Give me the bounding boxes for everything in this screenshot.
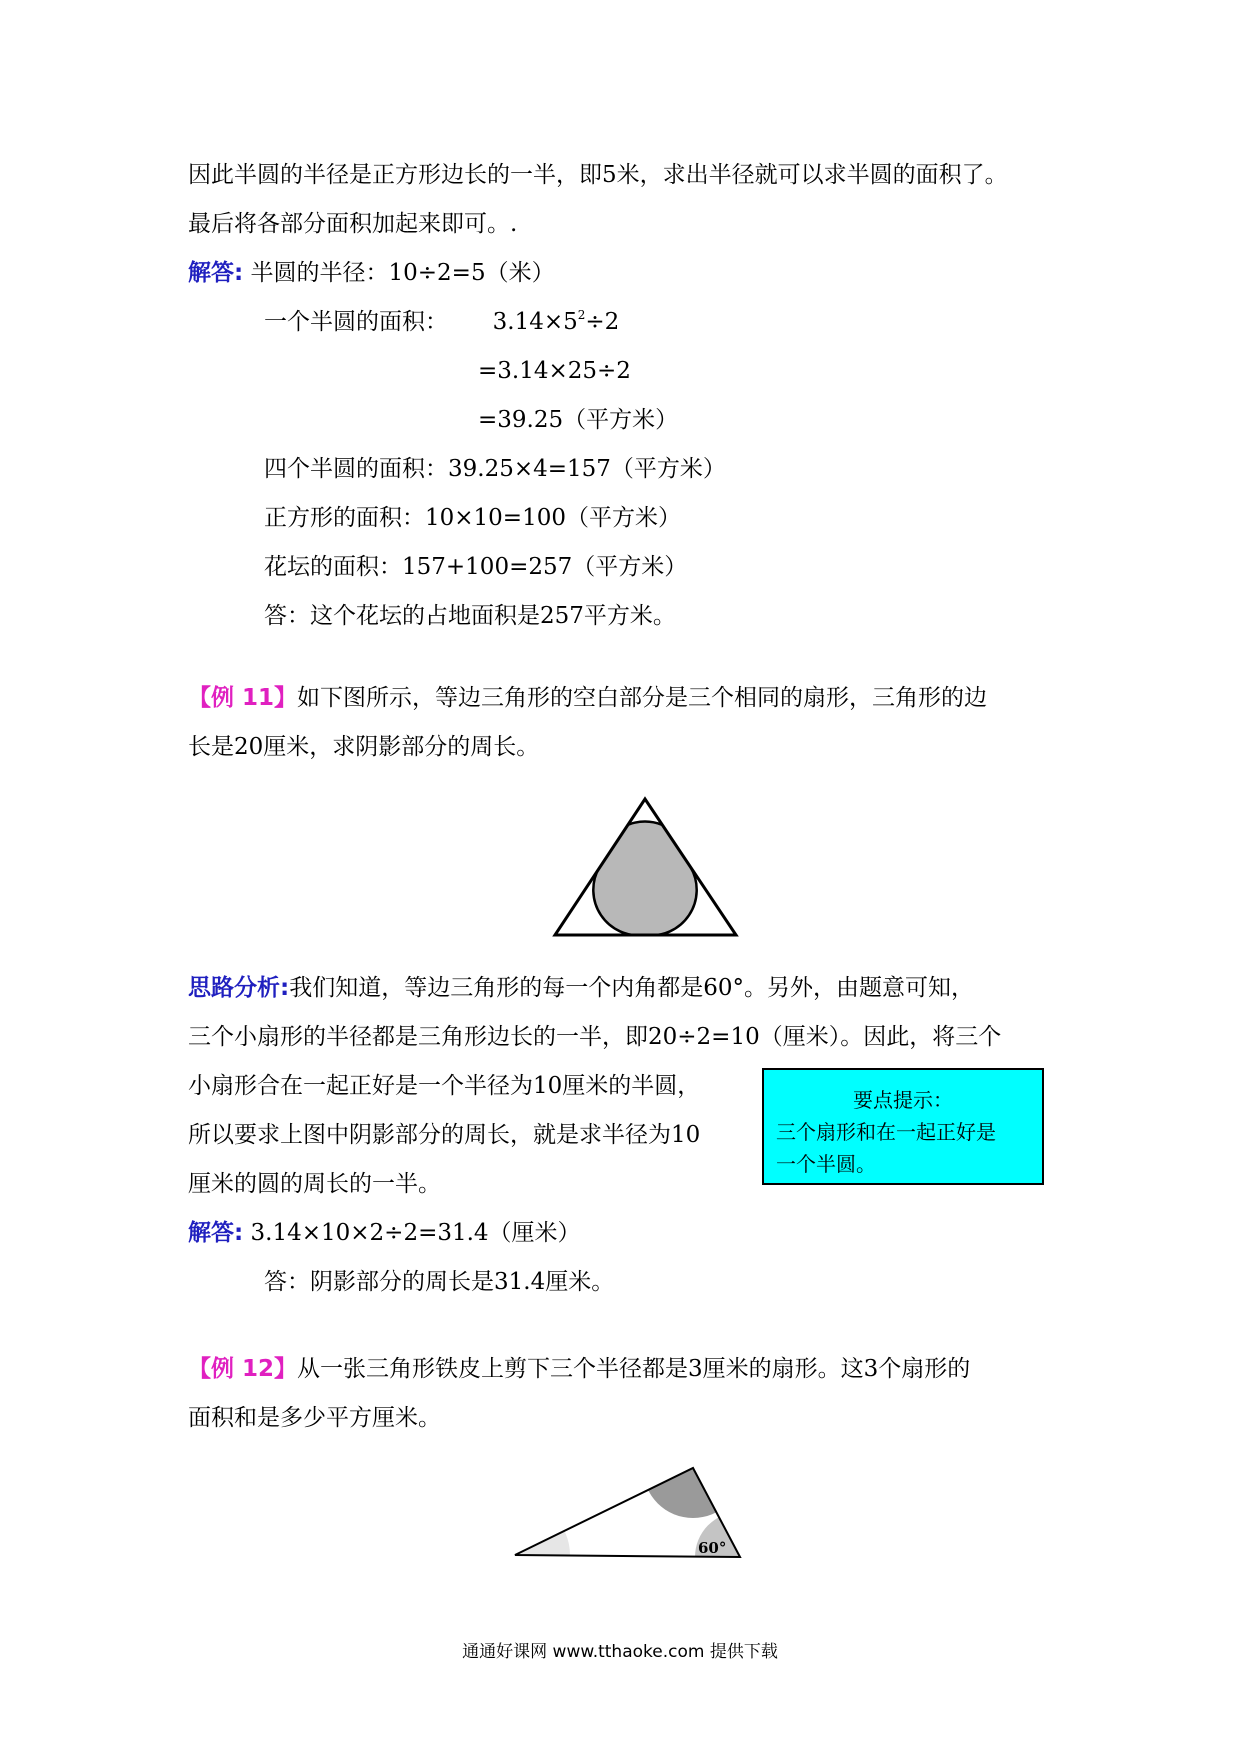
solution-2-label: 解答:	[188, 1220, 244, 1246]
solution-1-line-7: 花坛的面积：157+100=257（平方米）	[264, 554, 688, 580]
analysis-line-2: 三个小扇形的半径都是三角形边长的一半，即20÷2=10（厘米）。因此，将三个	[188, 1024, 1002, 1050]
analysis-line-1	[188, 973, 974, 1003]
key-tip-box	[762, 1068, 1044, 1185]
example-11-question: 如下图所示，等边三角形的空白部分是三个相同的扇形，三角形的边	[297, 685, 988, 711]
solution-1-line-1	[188, 258, 555, 288]
tip-line-2: 一个半圆。	[776, 1152, 876, 1176]
footer: 通通好课网 www.tthaoke.com 提供下载	[462, 1642, 778, 1662]
solution-label: 解答:	[188, 260, 244, 286]
solution-1-line-4: =39.25（平方米）	[478, 407, 679, 433]
analysis-text-1: 我们知道，等边三角形的每一个内角都是60°。另外，由题意可知，	[289, 975, 974, 1001]
example-12-label: 【例 12】	[188, 1356, 298, 1382]
example-11-line-1	[188, 683, 987, 713]
exponent: 2	[577, 308, 586, 322]
analysis-line-3: 小扇形合在一起正好是一个半径为10厘米的半圆，	[188, 1073, 701, 1099]
example-11-line-2: 长是20厘米，求阴影部分的周长。	[188, 734, 540, 760]
analysis-label: 思路分析:	[188, 975, 290, 1001]
sector-left	[505, 1500, 570, 1575]
tip-title: 要点提示：	[853, 1088, 953, 1112]
solution-text: 半圆的半径：10÷2=5（米）	[250, 260, 555, 286]
solution-1-line-6: 正方形的面积：10×10=100（平方米）	[264, 505, 681, 531]
solution-1-line-3: =3.14×25÷2	[478, 358, 631, 384]
triangle-figure	[550, 793, 740, 943]
solution-1-line-2	[264, 307, 619, 337]
analysis-line-5: 厘米的圆的周长的一半。	[188, 1171, 441, 1197]
solution-1-answer: 答：这个花坛的占地面积是257平方米。	[264, 603, 676, 629]
tip-line-1: 三个扇形和在一起正好是	[776, 1120, 996, 1144]
example-12-line-1	[188, 1354, 970, 1384]
semicircle-area-expr: 3.14×5	[492, 309, 578, 335]
solution-2-line-1	[188, 1218, 581, 1248]
solution-2-answer: 答：阴影部分的周长是31.4厘米。	[264, 1269, 615, 1295]
angle-label: 60°	[698, 1539, 727, 1557]
solution-1-line-5: 四个半圆的面积：39.25×4=157（平方米）	[264, 456, 726, 482]
shaded-region	[593, 822, 696, 936]
paragraph-1: 因此半圆的半径是正方形边长的一半，即5米，求出半径就可以求半圆的面积了。	[188, 162, 1008, 188]
solution-2-text: 3.14×10×2÷2=31.4（厘米）	[250, 1220, 581, 1246]
semicircle-area-label: 一个半圆的面积：	[264, 309, 448, 335]
scalene-triangle-figure	[505, 1455, 745, 1575]
example-12-line-2: 面积和是多少平方厘米。	[188, 1405, 441, 1431]
paragraph-2: 最后将各部分面积加起来即可。.	[188, 211, 518, 237]
example-12-question: 从一张三角形铁皮上剪下三个半径都是3厘米的扇形。这3个扇形的	[297, 1356, 971, 1382]
sector-top	[643, 1455, 743, 1518]
semicircle-area-expr-end: ÷2	[585, 309, 620, 335]
analysis-line-4: 所以要求上图中阴影部分的周长，就是求半径为10	[188, 1122, 701, 1148]
example-11-label: 【例 11】	[188, 685, 298, 711]
